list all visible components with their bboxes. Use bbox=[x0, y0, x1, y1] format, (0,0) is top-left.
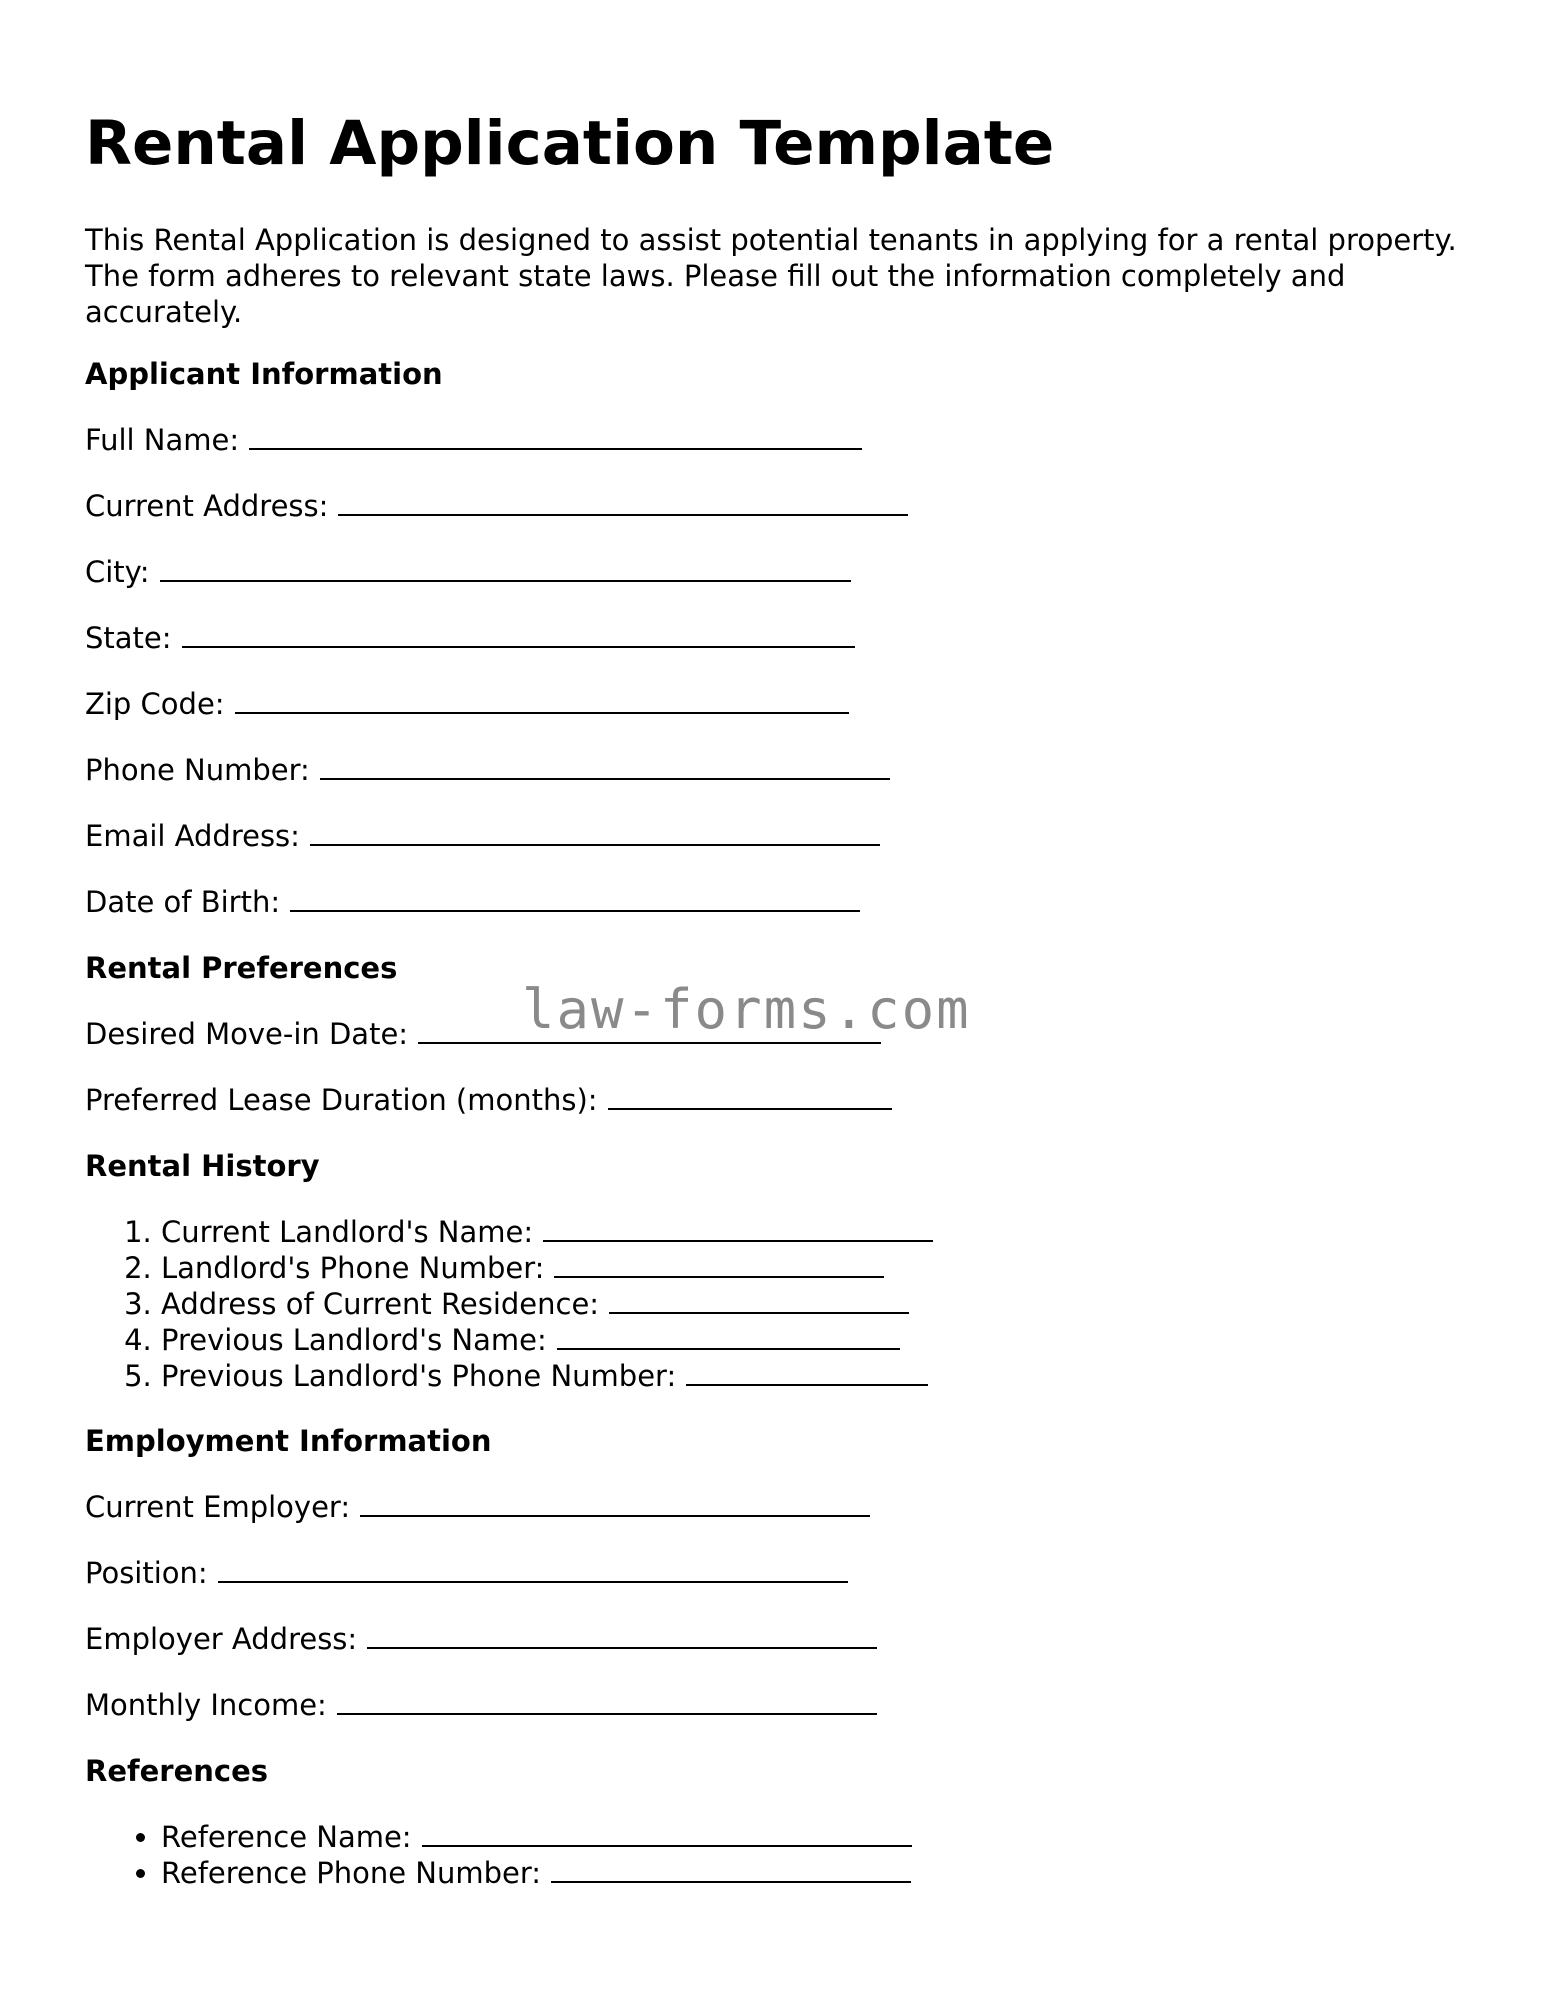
list-item: • Reference Name: bbox=[161, 1819, 912, 1855]
field-phone bbox=[85, 752, 890, 788]
employer-address-input-line[interactable] bbox=[367, 1621, 877, 1649]
landlord-phone-input-line[interactable] bbox=[554, 1250, 884, 1278]
current-address-input-line[interactable] bbox=[338, 488, 908, 516]
field-label: Full Name: bbox=[85, 423, 240, 457]
section-heading-employment: Employment Information bbox=[85, 1424, 492, 1458]
field-label: City: bbox=[85, 555, 150, 589]
page-title: Rental Application Template bbox=[85, 108, 1055, 179]
list-item: 4. Previous Landlord's Name: bbox=[161, 1322, 933, 1358]
previous-landlord-phone-input-line[interactable] bbox=[686, 1358, 928, 1386]
employer-input-line[interactable] bbox=[360, 1489, 870, 1517]
list-item: • Reference Phone Number: bbox=[161, 1855, 912, 1891]
list-item: 1. Current Landlord's Name: bbox=[161, 1214, 933, 1250]
field-label: Zip Code: bbox=[85, 687, 225, 721]
field-label: Desired Move-in Date: bbox=[85, 1017, 409, 1051]
current-residence-address-input-line[interactable] bbox=[609, 1286, 909, 1314]
state-input-line[interactable] bbox=[182, 620, 855, 648]
dob-input-line[interactable] bbox=[290, 884, 860, 912]
section-heading-preferences: Rental Preferences bbox=[85, 951, 398, 985]
reference-name-input-line[interactable] bbox=[422, 1819, 912, 1847]
city-input-line[interactable] bbox=[160, 554, 851, 582]
phone-input-line[interactable] bbox=[320, 752, 890, 780]
watermark: law-forms.com bbox=[522, 978, 971, 1041]
field-full-name bbox=[85, 422, 862, 458]
income-input-line[interactable] bbox=[337, 1687, 877, 1715]
intro-paragraph: This Rental Application is designed to assist potential tenants in applying for a rental property. The form adheres to relevant state laws. Please fill out the information completely and accurately. bbox=[85, 223, 1457, 329]
field-dob bbox=[85, 884, 860, 920]
lease-duration-input-line[interactable] bbox=[608, 1082, 892, 1110]
field-lease-duration bbox=[85, 1082, 892, 1118]
field-state bbox=[85, 620, 855, 656]
field-label: State: bbox=[85, 621, 172, 655]
email-input-line[interactable] bbox=[310, 818, 880, 846]
field-position bbox=[85, 1555, 848, 1591]
field-label: Email Address: bbox=[85, 819, 300, 853]
field-label: Phone Number: bbox=[85, 753, 310, 787]
section-heading-references: References bbox=[85, 1754, 269, 1788]
field-label: Monthly Income: bbox=[85, 1688, 327, 1722]
rental-history-list bbox=[85, 1214, 933, 1394]
field-label: Current Address: bbox=[85, 489, 329, 523]
field-label: Current Employer: bbox=[85, 1490, 351, 1524]
field-label: Preferred Lease Duration (months): bbox=[85, 1083, 598, 1117]
list-item: 3. Address of Current Residence: bbox=[161, 1286, 933, 1322]
reference-phone-input-line[interactable] bbox=[551, 1855, 911, 1883]
field-label: Employer Address: bbox=[85, 1622, 358, 1656]
zip-input-line[interactable] bbox=[235, 686, 849, 714]
field-label: Date of Birth: bbox=[85, 885, 281, 919]
list-item: 2. Landlord's Phone Number: bbox=[161, 1250, 933, 1286]
field-label: Position: bbox=[85, 1556, 208, 1590]
field-employer bbox=[85, 1489, 870, 1525]
full-name-input-line[interactable] bbox=[249, 422, 862, 450]
field-current-address bbox=[85, 488, 908, 524]
list-item: 5. Previous Landlord's Phone Number: bbox=[161, 1358, 933, 1394]
field-employer-address bbox=[85, 1621, 877, 1657]
current-landlord-name-input-line[interactable] bbox=[543, 1214, 933, 1242]
field-zip bbox=[85, 686, 849, 722]
position-input-line[interactable] bbox=[218, 1555, 848, 1583]
references-list bbox=[85, 1819, 912, 1891]
section-heading-applicant: Applicant Information bbox=[85, 357, 443, 391]
field-email bbox=[85, 818, 880, 854]
section-heading-history: Rental History bbox=[85, 1149, 320, 1183]
previous-landlord-name-input-line[interactable] bbox=[557, 1322, 900, 1350]
field-city bbox=[85, 554, 851, 590]
field-income bbox=[85, 1687, 877, 1723]
